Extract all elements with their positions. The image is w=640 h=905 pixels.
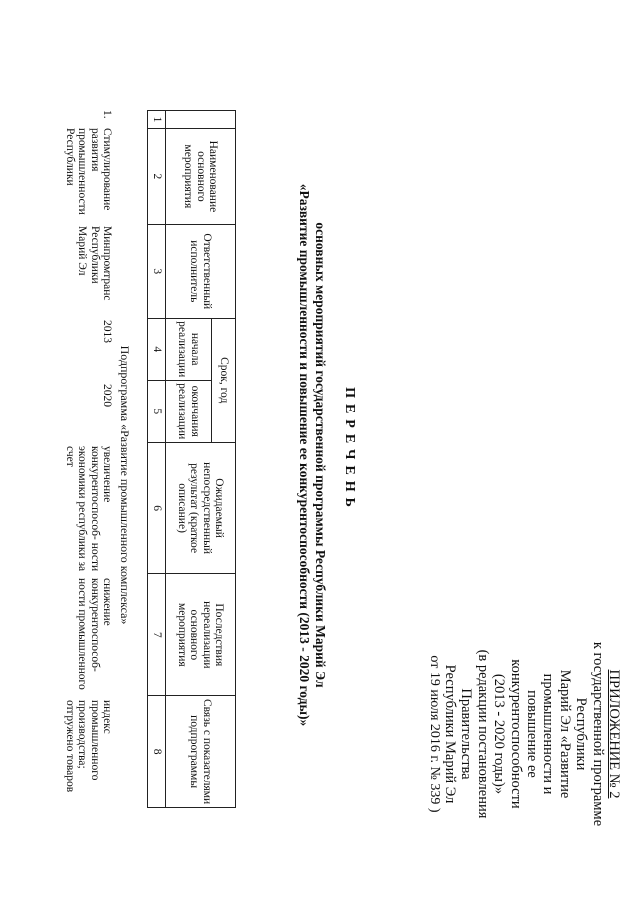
row-number: 1.: [101, 110, 113, 119]
appendix-block: [425, 634, 622, 834]
header-executor: Ответственный исполнитель: [166, 224, 236, 318]
appendix-line: к государственной программе Республики: [573, 641, 606, 827]
row-start-year: 2013: [101, 320, 113, 343]
header-consequences: Последствия нереализации основного мероприятия: [166, 574, 236, 696]
row-result: увеличение конкурентоспособ- ности экономики республики за счет: [64, 446, 113, 572]
appendix-line: повышение ее конкурентоспособности: [507, 659, 540, 809]
subtitle-line: основных мероприятий государственной программы Республики Марий Эл: [313, 222, 328, 688]
appendix-line: (в редакции постановления Правительства: [458, 649, 491, 819]
column-number: 1: [148, 111, 166, 129]
appendix-date: от 19 июля 2016 г. № 339 ): [426, 655, 442, 813]
measures-table: [147, 110, 236, 808]
header-result: Ожидаемый непосредственный результат (краткое описание): [166, 442, 236, 574]
row-executor: Минпромтранс Республики Марий Эл: [76, 226, 113, 301]
header-num: [166, 111, 236, 129]
row-consequences: снижение конкурентоспособ- ности промышленного: [76, 578, 113, 690]
appendix-line: (2013 - 2020 годы)»: [491, 673, 508, 795]
document-title: ПЕРЕЧЕНЬ: [342, 387, 357, 513]
appendix-title: ПРИЛОЖЕНИЕ № 2: [606, 669, 622, 799]
subtitle-line: «Развитие промышленности и повышение ее конкурентоспособности (2013 - 2020 годы)»: [297, 183, 312, 727]
column-number: 7: [148, 574, 166, 696]
column-number: 2: [148, 128, 166, 224]
row-link: индекс промышленного производства; отгружено товаров: [64, 700, 113, 793]
column-number: 3: [148, 224, 166, 318]
column-number: 4: [148, 318, 166, 380]
column-number-row: [148, 111, 166, 808]
header-link: Связь с показателями подпрограммы: [166, 696, 236, 808]
row-end-year: 2020: [101, 384, 113, 407]
appendix-line: Республики Марий Эл: [441, 664, 458, 804]
header-start: начала реализации: [166, 318, 212, 380]
column-number: 5: [148, 380, 166, 442]
subprogram-heading: Подпрограмма «Развитие промышленного комплекса»: [118, 345, 132, 625]
row-name: Стимулирование развития промышленности Республики: [64, 128, 113, 215]
header-end: окончания реализации: [166, 380, 212, 442]
header-name: Наименование основного мероприятия: [166, 128, 236, 224]
appendix-line: Марий Эл «Развитие промышленности и: [540, 669, 573, 799]
header-term: Срок, год: [212, 318, 236, 442]
column-number: 6: [148, 442, 166, 574]
document-subtitle: [296, 100, 328, 810]
column-number: 8: [148, 696, 166, 808]
